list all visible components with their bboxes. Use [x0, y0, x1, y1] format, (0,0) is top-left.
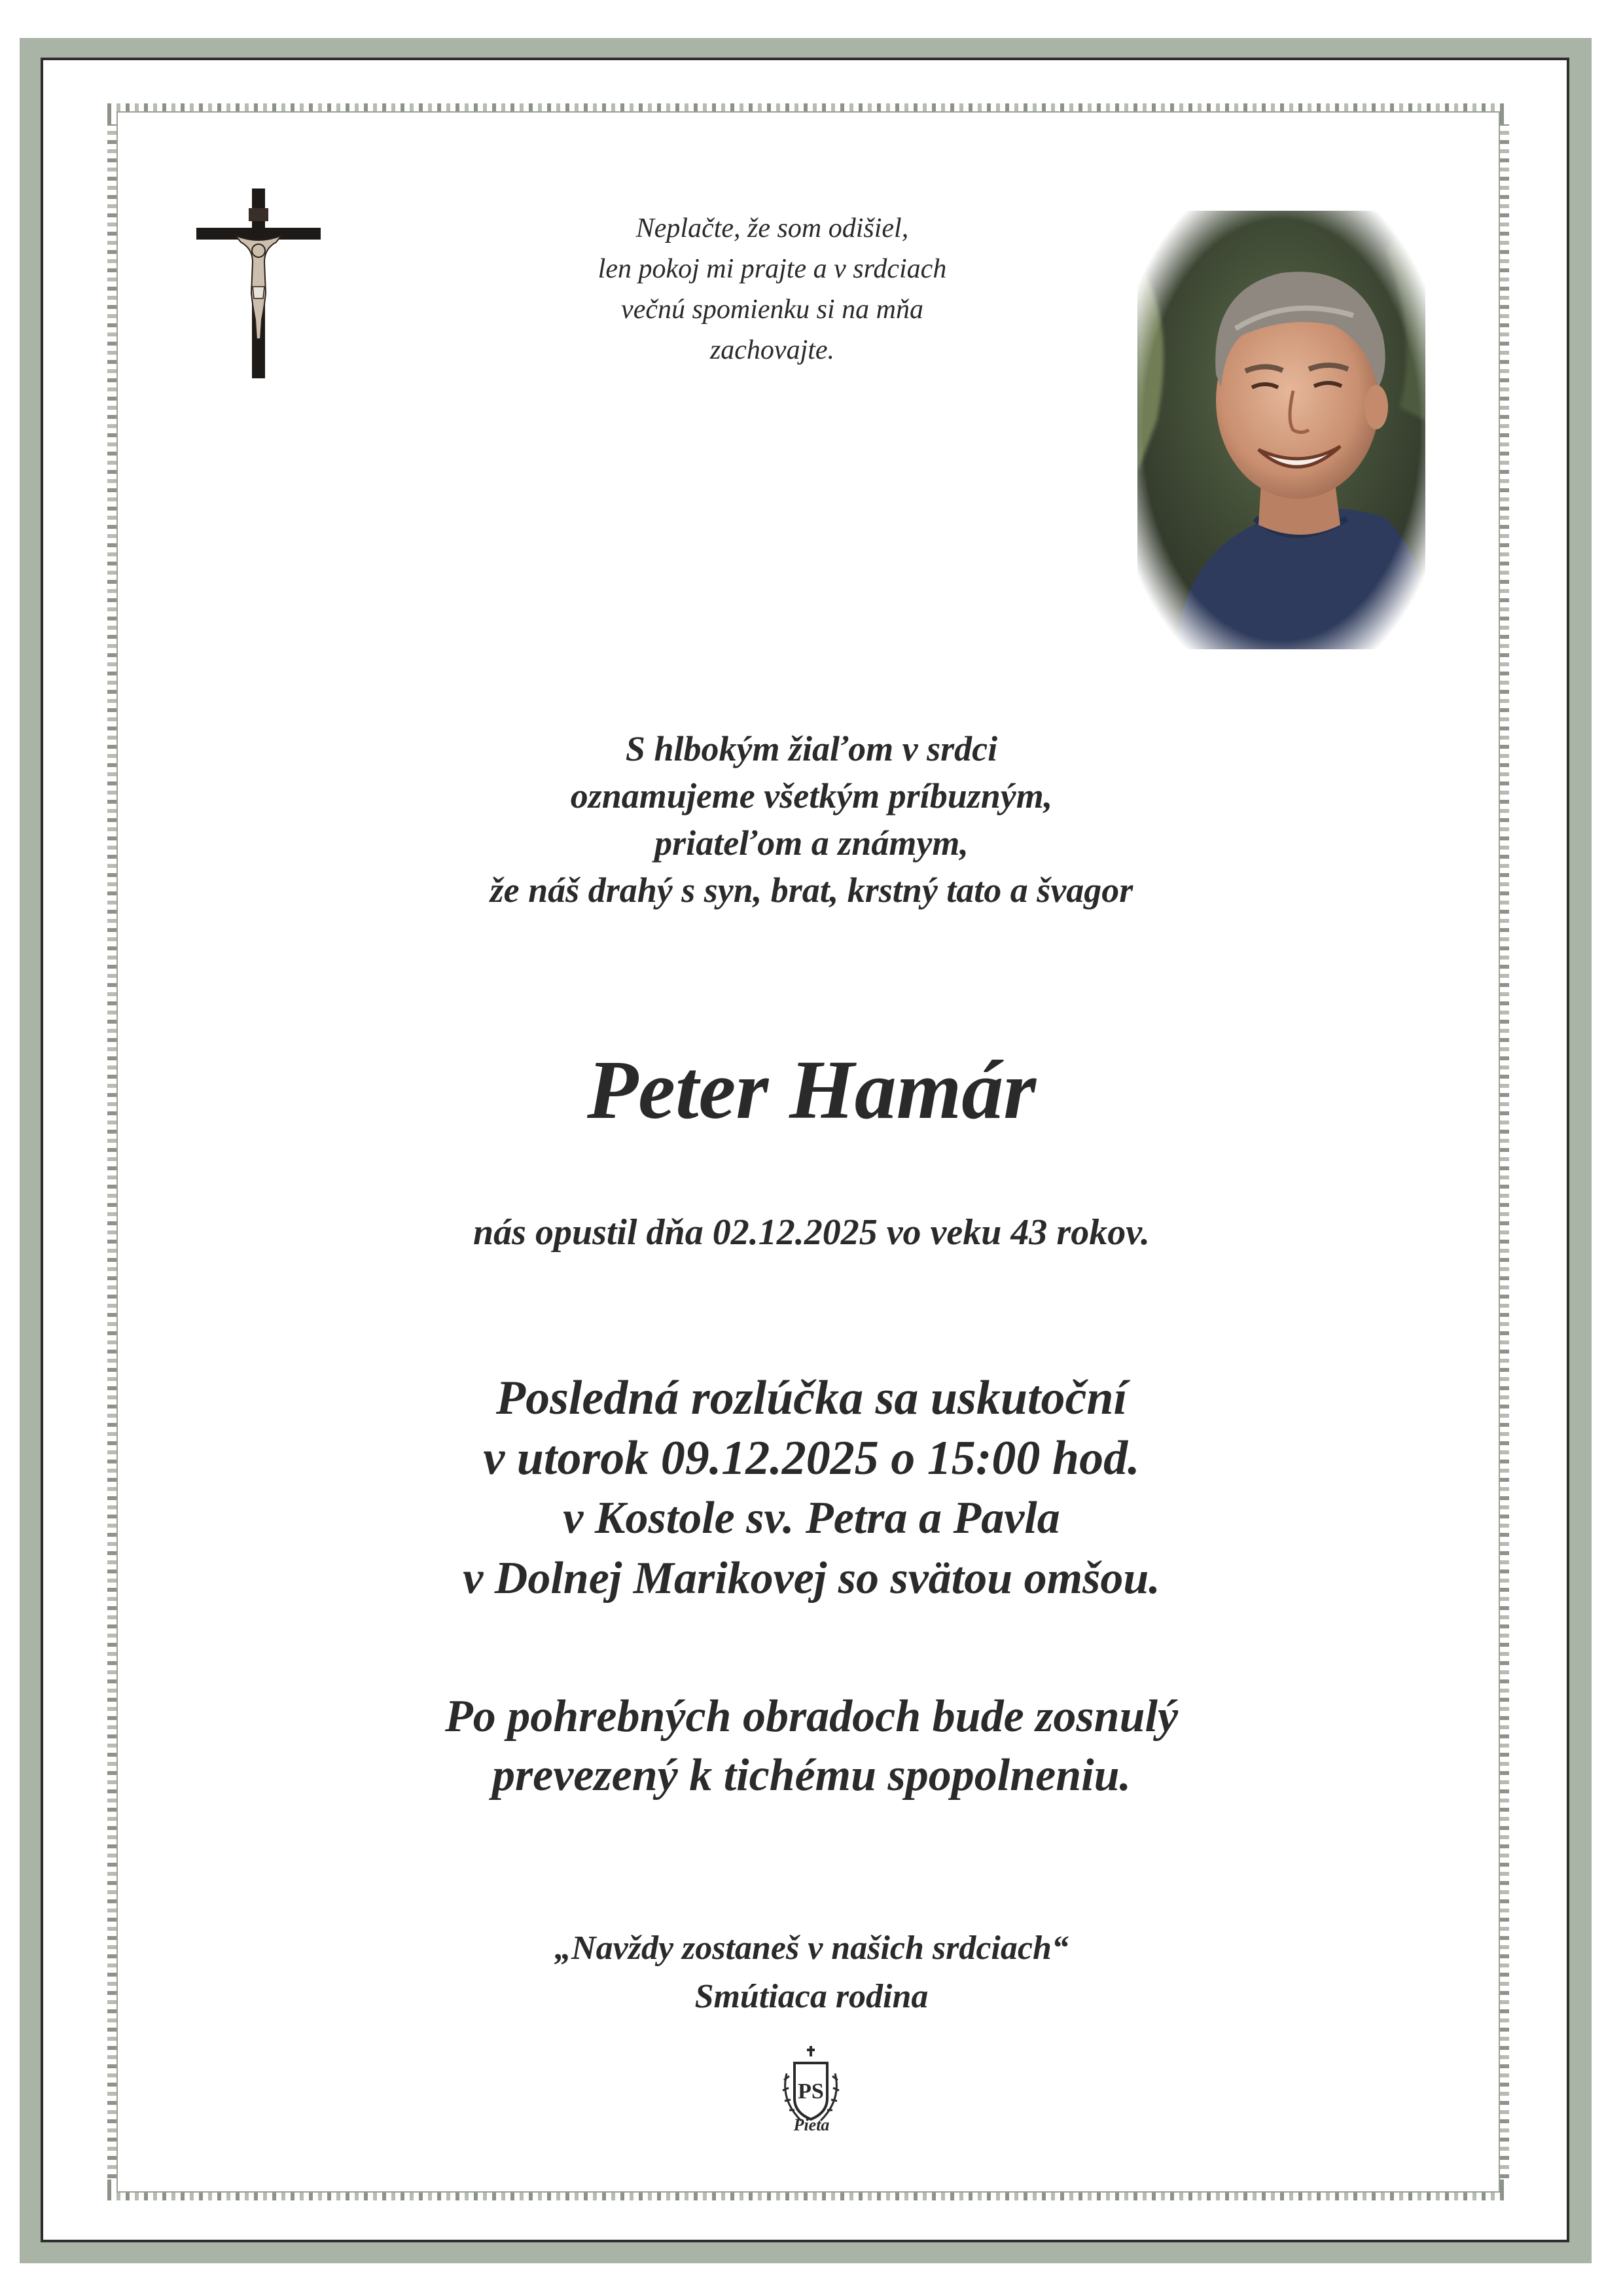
- funeral-line: v Dolnej Marikovej so svätou omšou.: [463, 1553, 1160, 1604]
- closing-section: [262, 1924, 1361, 2021]
- cremation-line: prevezený k tichému spopolneniu.: [491, 1750, 1132, 1801]
- announcement-text: [262, 725, 1361, 914]
- cremation-notice: [262, 1687, 1361, 1805]
- cremation-line: Po pohrebných obradoch bude zosnulý: [444, 1691, 1179, 1742]
- verse-line: Neplačte, že som odišiel,: [635, 213, 909, 243]
- funeral-line: v Kostole sv. Petra a Pavla: [563, 1493, 1060, 1543]
- verse-text: [497, 208, 1047, 370]
- funeral-line: v utorok 09.12.2025 o 15:00 hod.: [483, 1431, 1140, 1485]
- logo-monogram: PS: [798, 2079, 824, 2104]
- announcement-line: priateľom a známym,: [654, 823, 969, 863]
- announcement-line: že náš drahý s syn, brat, krstný tato a švagor: [490, 870, 1133, 910]
- closing-quote: „Navždy zostaneš v našich srdciach“: [554, 1929, 1069, 1967]
- funeral-details: [262, 1368, 1361, 1609]
- funeral-line: Posledná rozlúčka sa uskutoční: [495, 1371, 1128, 1425]
- portrait-photo: [1137, 211, 1425, 649]
- announcement-line: oznamujeme všetkým príbuzným,: [570, 776, 1053, 816]
- crucifix-icon: [196, 188, 321, 378]
- family-signature: Smútiaca rodina: [694, 1978, 929, 2015]
- announcement-line: S hlbokým žiaľom v srdci: [625, 729, 998, 768]
- verse-line: večnú spomienku si na mňa: [621, 295, 923, 325]
- logo-caption: Pieta: [793, 2115, 830, 2134]
- death-notice: nás opustil dňa 02.12.2025 vo veku 43 rokov.: [473, 1212, 1150, 1253]
- verse-line: zachovajte.: [709, 335, 835, 365]
- deceased-name: Peter Hamár: [586, 1043, 1037, 1136]
- verse-line: len pokoj mi prajte a v srdciach: [597, 254, 947, 284]
